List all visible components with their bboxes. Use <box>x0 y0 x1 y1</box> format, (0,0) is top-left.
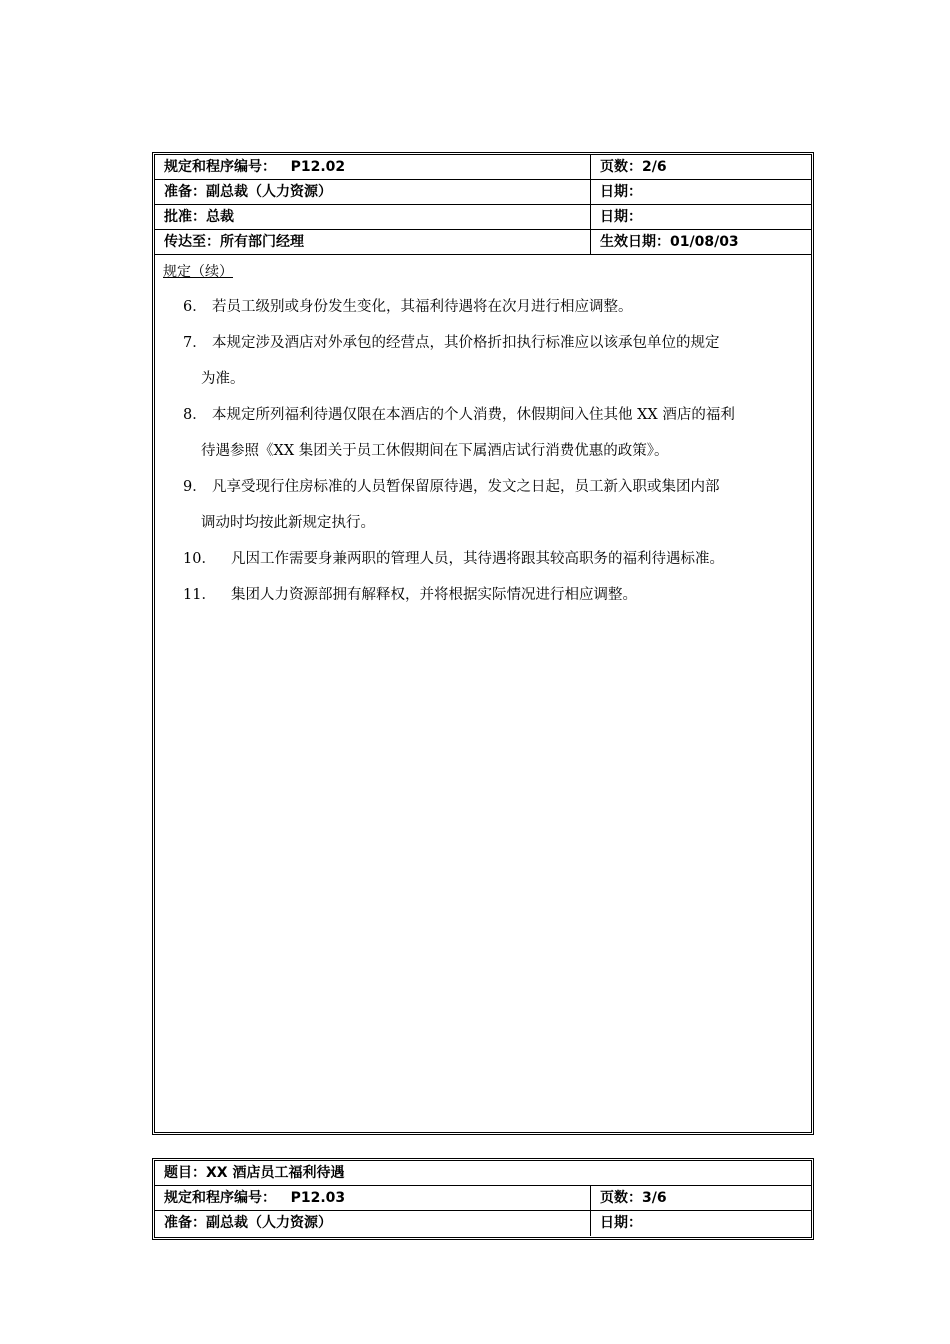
page-count: 页数：3/6 <box>600 1190 667 1206</box>
rule-number: 8． <box>183 407 207 423</box>
header-row-prepared <box>155 180 811 205</box>
prepared-date: 日期： <box>600 1215 642 1231</box>
prepared-date: 日期： <box>600 184 642 200</box>
rule-number: 6． <box>183 299 207 315</box>
rule-item <box>155 325 811 397</box>
rule-text-line: 本规定所列福利待遇仅限在本酒店的个人消费，休假期间入住其他 XX 酒店的福利 <box>212 407 735 423</box>
section-title: 规定（续） <box>163 264 233 280</box>
header-row-code <box>155 1186 811 1211</box>
approved-date: 日期： <box>600 209 642 225</box>
procedure-code: 规定和程序编号： P12.02 <box>155 155 591 179</box>
header-row-distribution <box>155 230 811 255</box>
title-row <box>155 1161 811 1186</box>
rule-number: 9． <box>183 479 207 495</box>
rule-text-line: 本规定涉及酒店对外承包的经营点，其价格折扣执行标准应以该承包单位的规定 <box>212 335 720 351</box>
rule-text-line: 调动时均按此新规定执行。 <box>201 515 375 531</box>
procedure-sheet-page-3 <box>152 1158 814 1240</box>
approved-by: 批准：总裁 <box>155 205 591 229</box>
prepared-by: 准备：副总裁（人力资源） <box>155 1211 591 1236</box>
header-row-approved <box>155 205 811 230</box>
rule-item <box>155 541 811 577</box>
distributed-to: 传达至：所有部门经理 <box>155 230 591 254</box>
rule-item <box>155 397 811 469</box>
rule-item <box>155 469 811 541</box>
rule-item <box>155 289 811 325</box>
rule-number: 11． <box>183 587 216 603</box>
rule-text-line: 凡享受现行住房标准的人员暂保留原待遇，发文之日起，员工新入职或集团内部 <box>212 479 720 495</box>
rules-list <box>155 289 811 613</box>
rule-text-line: 为准。 <box>201 371 245 387</box>
procedure-code: 规定和程序编号： P12.03 <box>155 1186 591 1210</box>
rule-text-line: 若员工级别或身份发生变化，其福利待遇将在次月进行相应调整。 <box>212 299 633 315</box>
page-count: 页数：2/6 <box>600 159 667 175</box>
rule-text-line: 待遇参照《XX 集团关于员工休假期间在下属酒店试行消费优惠的政策》。 <box>201 443 669 459</box>
document-title: 题目：XX 酒店员工福利待遇 <box>164 1165 345 1181</box>
header-row-prepared <box>155 1211 811 1236</box>
rule-text-line: 集团人力资源部拥有解释权，并将根据实际情况进行相应调整。 <box>231 587 637 603</box>
rule-number: 10． <box>183 551 216 567</box>
prepared-by: 准备：副总裁（人力资源） <box>155 180 591 204</box>
rule-text-line: 凡因工作需要身兼两职的管理人员，其待遇将跟其较高职务的福利待遇标准。 <box>231 551 724 567</box>
effective-date: 生效日期：01/08/03 <box>600 234 739 250</box>
rule-number: 7． <box>183 335 207 351</box>
rule-item <box>155 577 811 613</box>
header-row-code <box>155 155 811 180</box>
procedure-sheet-page-2 <box>152 152 814 1135</box>
